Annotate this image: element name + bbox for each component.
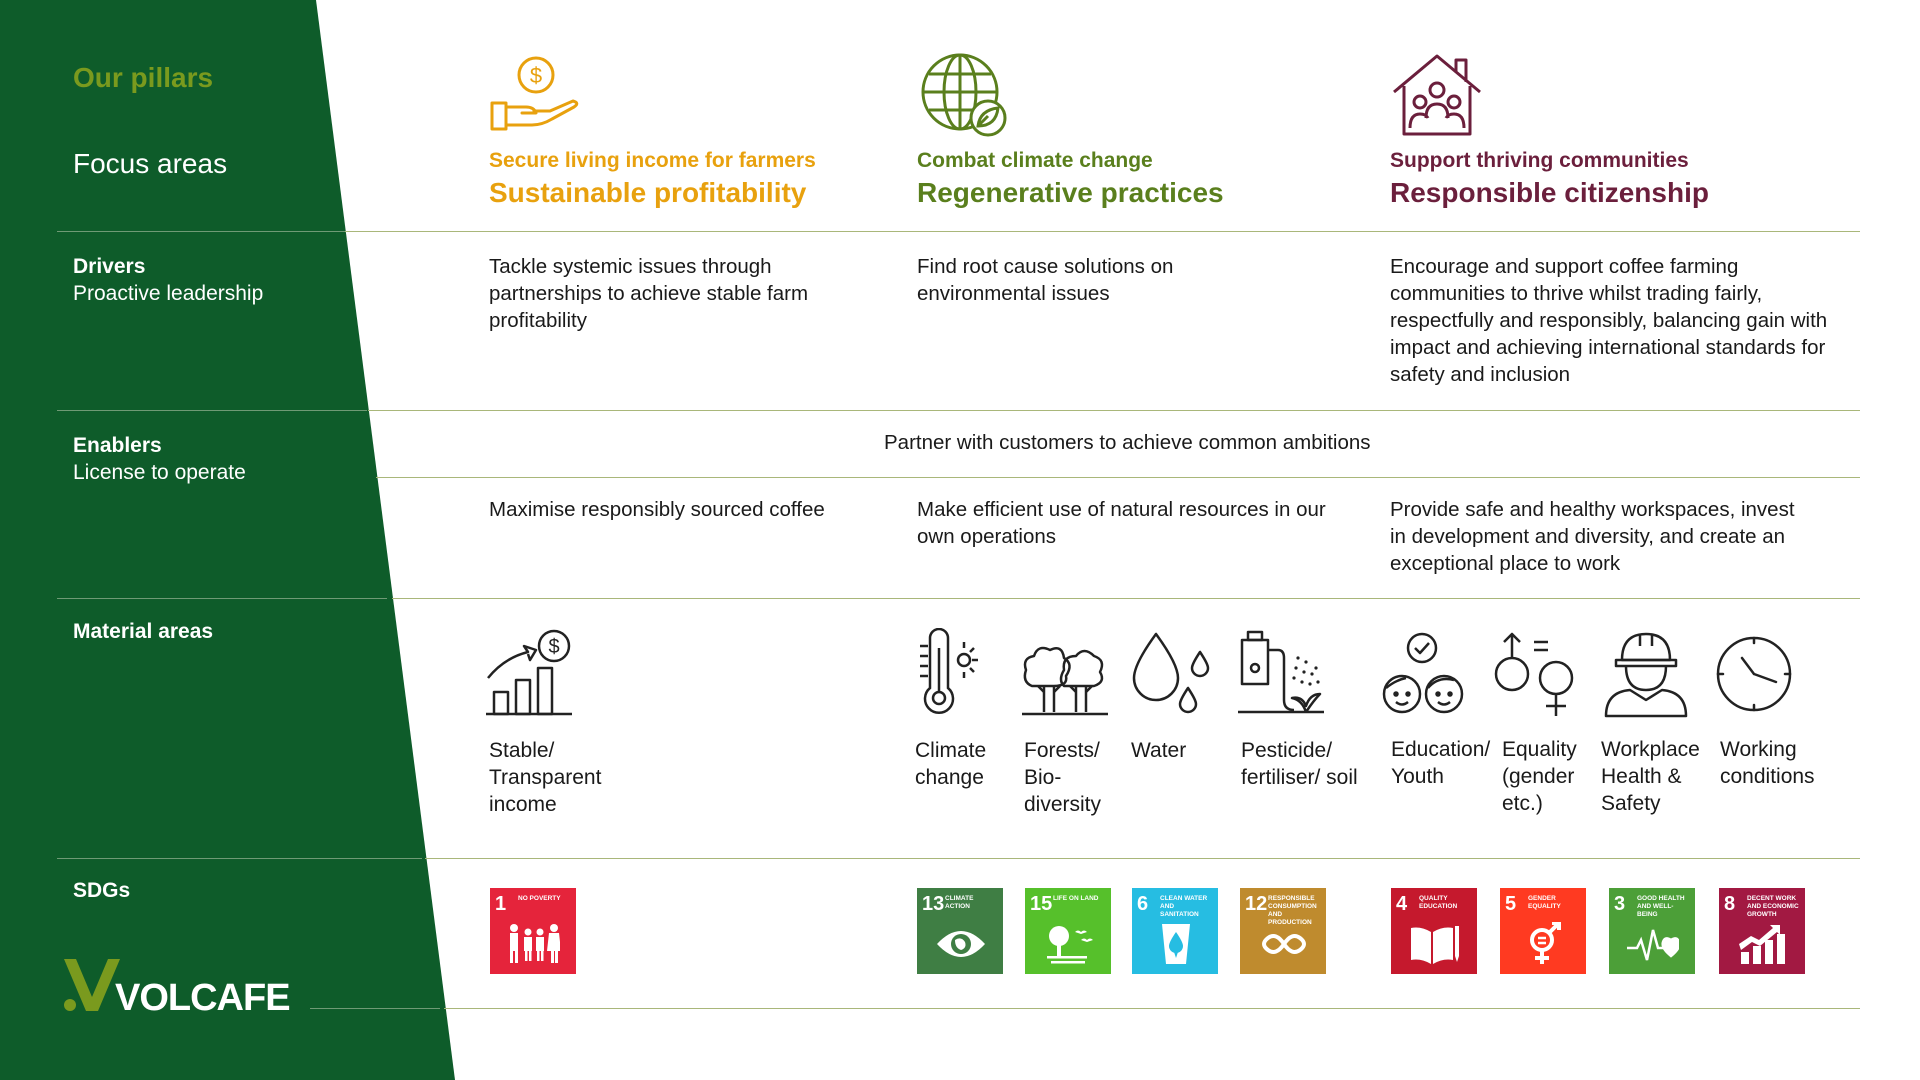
sdg-title: GOOD HEALTH AND WELL-BEING: [1637, 895, 1685, 918]
divider: [376, 477, 1860, 478]
material-label-3: Forests/ Bio-diversity: [1024, 739, 1102, 816]
sdg-number: 13: [922, 893, 945, 915]
pillar-3-subtitle: Support thriving communities: [1390, 149, 1689, 172]
sdg-title: CLIMATE ACTION: [945, 895, 974, 910]
pillar-3-title: Responsible citizenship: [1390, 177, 1709, 208]
drivers-title: Drivers: [73, 255, 146, 278]
sdg-8-tile: [1719, 888, 1805, 974]
our-pillars-label: Our pillars: [73, 62, 214, 93]
sdg-title: LIFE ON LAND: [1053, 895, 1099, 902]
sdg-1-tile: [490, 888, 576, 974]
enablers-title: Enablers: [73, 434, 162, 457]
water-glass-icon: [1150, 922, 1202, 966]
children-check-icon: [1380, 628, 1468, 716]
sdg-6-tile: [1132, 888, 1218, 974]
divider: [368, 410, 1860, 411]
enablers-subtitle: License to operate: [73, 461, 246, 484]
pillar-2-heading: [917, 149, 1224, 209]
sdg-15-tile: [1025, 888, 1111, 974]
enabler-text-1: Maximise responsibly sourced coffee: [489, 498, 825, 521]
sdg-number: 6: [1137, 893, 1149, 915]
divider: [425, 858, 1860, 859]
sdg-number: 12: [1245, 893, 1268, 915]
drivers-label: [73, 253, 263, 307]
sdg-number: 1: [495, 893, 507, 915]
sdg-number: 15: [1030, 893, 1053, 915]
divider: [57, 410, 367, 411]
eye-globe-icon: [935, 922, 987, 966]
material-areas-title: Material areas: [73, 620, 214, 643]
divider: [444, 1008, 1860, 1009]
gender-equality-icon: [1518, 922, 1570, 966]
enabler-text-2: Make efficient use of natural resources in our own operations: [917, 498, 1326, 548]
pillar-1-title: Sustainable profitability: [489, 177, 807, 208]
sdg-title: CLEAN WATER AND SANITATION: [1160, 895, 1208, 918]
thermometer-icon: [912, 628, 1000, 716]
book-pencil-icon: [1409, 922, 1461, 966]
material-areas-label: [73, 618, 213, 645]
material-label-8: Workplace Health & Safety: [1601, 738, 1700, 815]
sdgs-label: [73, 877, 130, 904]
material-label-2: Climate change: [915, 739, 987, 789]
divider: [310, 1008, 440, 1009]
trees-icon: [1020, 628, 1108, 716]
driver-text-3: Encourage and support coffee farming communities to thrive whilst trading fairly, respectfully and responsibly, balancing gain with impact and achieving international standards for safety and inclusion: [1390, 255, 1828, 386]
material-label-4: Water: [1131, 739, 1187, 762]
driver-text-1: Tackle systemic issues through partnerships to achieve stable farm profitability: [489, 255, 809, 332]
sdg-title: QUALITY EDUCATION: [1419, 895, 1458, 910]
spray-plant-icon: [1236, 628, 1324, 716]
heartbeat-icon: [1627, 922, 1679, 966]
material-label-7: Equality (gender etc.): [1502, 738, 1577, 815]
focus-areas-label: Focus areas: [73, 148, 228, 179]
divider: [57, 598, 387, 599]
sdg-number: 4: [1396, 893, 1408, 915]
material-label-1: Stable/ Transparent income: [489, 739, 602, 816]
svg-text:$: $: [529, 63, 543, 88]
sidebar-panel: [0, 0, 460, 1080]
house-community-icon: [1390, 52, 1484, 143]
growth-bars-icon: [1737, 922, 1789, 966]
sdg-5-tile: [1500, 888, 1586, 974]
water-drops-icon: [1128, 628, 1216, 716]
material-label-6: Education/ Youth: [1391, 738, 1491, 788]
sdg-number: 5: [1505, 893, 1517, 915]
divider: [57, 858, 422, 859]
sdg-13-tile: [917, 888, 1003, 974]
material-label-5: Pesticide/ fertiliser/ soil: [1241, 739, 1358, 789]
clock-icon: [1710, 628, 1798, 716]
hand-coin-icon: [488, 55, 584, 142]
drivers-subtitle: Proactive leadership: [73, 282, 264, 305]
sdg-number: 8: [1724, 893, 1736, 915]
infinity-icon: [1258, 922, 1310, 966]
sdg-title: RESPONSIBLE CONSUMPTION AND PRODUCTION: [1268, 895, 1317, 926]
divider: [392, 598, 1860, 599]
driver-text-2: Find root cause solutions on environmental issues: [917, 255, 1174, 305]
sdg-title: DECENT WORK AND ECONOMIC GROWTH: [1747, 895, 1799, 918]
pillar-2-subtitle: Combat climate change: [917, 149, 1153, 172]
enablers-shared-text: Partner with customers to achieve common ambitions: [884, 431, 1371, 454]
pillar-1-heading: [489, 149, 816, 209]
sdgs-title: SDGs: [73, 879, 131, 902]
material-label-9: Working conditions: [1720, 738, 1815, 788]
tree-birds-icon: [1043, 922, 1095, 966]
globe-leaf-icon: [920, 52, 1010, 145]
sdg-number: 3: [1614, 893, 1626, 915]
pillar-3-heading: [1390, 149, 1709, 209]
sdg-title: GENDER EQUALITY: [1528, 895, 1561, 910]
svg-text:$: $: [548, 636, 560, 658]
divider: [57, 231, 347, 232]
volcafe-logo-text: VOLCAFE: [115, 977, 290, 1019]
gender-symbols-icon: [1490, 628, 1578, 716]
worker-helmet-icon: [1600, 628, 1688, 716]
enablers-label: [73, 432, 246, 486]
growth-chart-icon: [484, 628, 572, 716]
family-icon: [508, 922, 560, 966]
pillar-1-subtitle: Secure living income for farmers: [489, 149, 816, 172]
sdg-title: NO POVERTY: [518, 895, 561, 902]
divider: [345, 231, 1860, 232]
sdg-12-tile: [1240, 888, 1326, 974]
pillar-2-title: Regenerative practices: [917, 177, 1224, 208]
sdg-4-tile: [1391, 888, 1477, 974]
enabler-text-3: Provide safe and healthy workspaces, invest in development and diversity, and create an exceptional place to work: [1390, 498, 1795, 575]
sdg-3-tile: [1609, 888, 1695, 974]
